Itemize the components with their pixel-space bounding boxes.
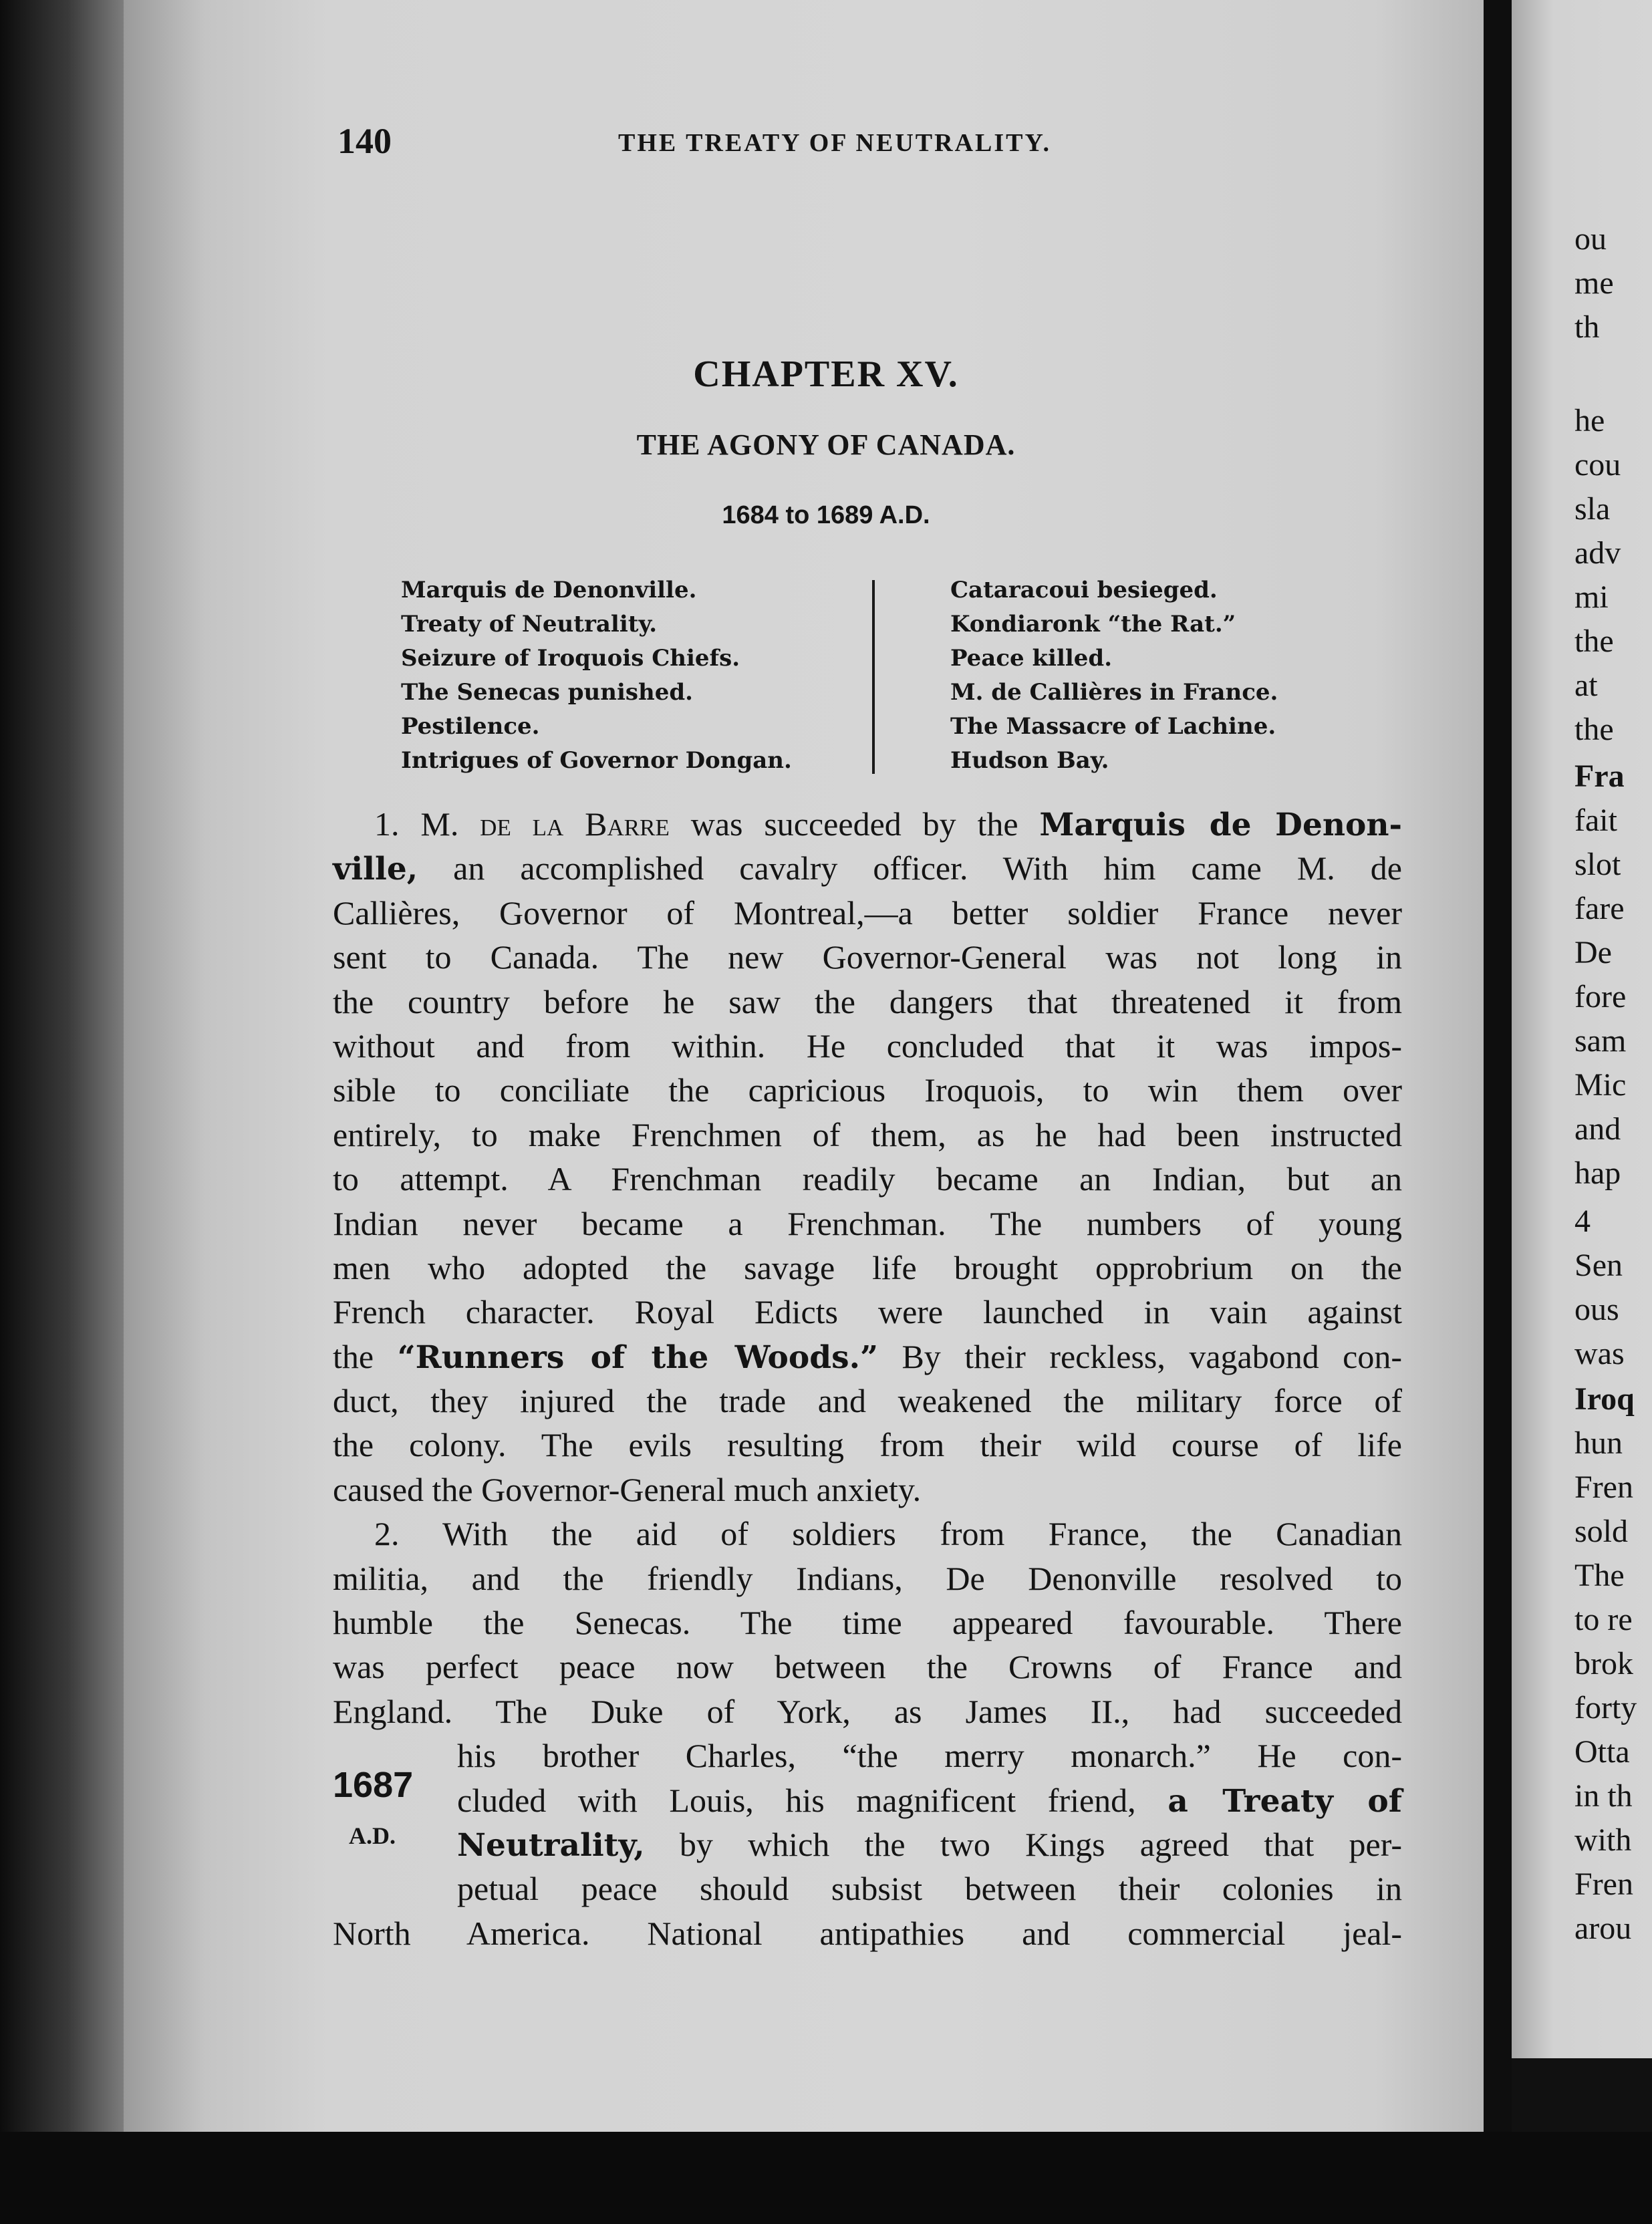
text-line: England. The Duke of York, as James II., had succeeded: [333, 1692, 1402, 1730]
facing-page-fragment: Sen: [1574, 1248, 1623, 1283]
facing-page-fragment: th: [1574, 309, 1600, 345]
text-line: was perfect peace now between the Crowns of France and: [333, 1648, 1402, 1686]
topic-item: M. de Callières in France.: [950, 679, 1278, 706]
text-line: humble the Senecas. The time appeared favourable. There: [333, 1604, 1402, 1642]
bold-term: Neutrality,: [457, 1826, 645, 1864]
facing-page-fragment: sla: [1574, 491, 1611, 527]
facing-page-fragment: ous: [1574, 1292, 1619, 1327]
person-name: M. de la Barre: [420, 805, 670, 843]
topic-item: Peace killed.: [950, 645, 1113, 672]
text-line: Callières, Governor of Montreal,—a better soldier France never: [333, 893, 1402, 932]
running-head: THE TREATY OF NEUTRALITY.: [618, 129, 1051, 157]
facing-page-fragment: and: [1574, 1111, 1621, 1147]
facing-page-fragment: fare: [1574, 891, 1625, 926]
margin-era: A.D.: [349, 1822, 396, 1849]
chapter-topics-left: [401, 573, 792, 778]
text-line: the colony. The evils resulting from their wild course of life: [333, 1426, 1402, 1464]
facing-page-fragment: me: [1574, 265, 1614, 301]
chapter-date-range: 1684 to 1689 A.D.: [722, 501, 930, 529]
text-line: Neutrality, by which the two Kings agreed that per-: [457, 1825, 1402, 1864]
paragraph-1: [333, 802, 1402, 1512]
facing-page-fragment: the: [1574, 712, 1614, 747]
facing-page-fragment: Otta: [1574, 1734, 1630, 1770]
scan-bottom-border: [0, 2132, 1652, 2224]
text-line: militia, and the friendly Indians, De Denonville resolved to: [333, 1559, 1402, 1597]
margin-year: 1687: [333, 1765, 414, 1805]
text-line: North America. National antipathies and commercial jeal-: [333, 1914, 1402, 1952]
facing-page-fragment: with: [1574, 1822, 1632, 1858]
facing-page-fragment: at: [1574, 668, 1598, 703]
text-line: ville, an accomplished cavalry officer. With him came M. de: [333, 849, 1402, 888]
bold-term: Marquis de Denon-: [1039, 807, 1403, 843]
page-header: [337, 120, 1400, 174]
topic-item: Seizure of Iroquois Chiefs.: [401, 645, 740, 672]
facing-page-fragment: Mic: [1574, 1067, 1627, 1103]
facing-page-fragment: De: [1574, 935, 1612, 970]
text-line: to attempt. A Frenchman readily became an Indian, but an: [333, 1160, 1402, 1198]
facing-page-fragment: he: [1574, 403, 1605, 438]
facing-page-fragment: Fren: [1574, 1470, 1633, 1505]
facing-page-fragment: slot: [1574, 847, 1621, 882]
facing-page-text: [1574, 0, 1652, 2058]
text-line: petual peace should subsist between their colonies in: [457, 1870, 1402, 1908]
text-line: 2. With the aid of soldiers from France, the Canadian: [374, 1515, 1402, 1553]
facing-page-fragment: in th: [1574, 1778, 1633, 1814]
page-number: 140: [337, 121, 392, 161]
text-line: Indian never became a Frenchman. The numbers of young: [333, 1204, 1402, 1242]
text-line: the “Runners of the Woods.” By their reckless, vagabond con-: [333, 1337, 1403, 1376]
facing-page-fragment: fait: [1574, 803, 1617, 838]
facing-page-fragment: The: [1574, 1558, 1625, 1593]
text-line: the country before he saw the dangers that threatened it from: [333, 982, 1402, 1020]
facing-page-fragment: hun: [1574, 1425, 1623, 1461]
facing-page-fragment: mi: [1574, 579, 1609, 615]
bold-term: “Runners of the Woods.”: [397, 1339, 878, 1376]
text-line: without and from within. He concluded that it was impos-: [333, 1026, 1402, 1065]
facing-page-fragment: ou: [1574, 221, 1607, 257]
topic-item: Kondiaronk “the Rat.”: [950, 611, 1236, 638]
text-line: French character. Royal Edicts were launched in vain against: [333, 1293, 1402, 1331]
text-line: sible to conciliate the capricious Iroquois, to win them over: [333, 1071, 1402, 1109]
text-line: his brother Charles, “the merry monarch.” He con-: [457, 1737, 1402, 1775]
facing-page-fragment: sam: [1574, 1023, 1627, 1059]
facing-page-fragment: arou: [1574, 1911, 1632, 1946]
facing-page-fragment: sold: [1574, 1514, 1629, 1549]
topics-divider: [872, 580, 875, 774]
facing-page-fragment: Fra: [1574, 758, 1625, 794]
book-spine-edge: [0, 0, 124, 2224]
book-gutter: [1484, 0, 1512, 2138]
text-line: 1. M. de la Barre was succeeded by the Marquis de Denon-: [374, 805, 1403, 843]
facing-page-fragment: fore: [1574, 979, 1627, 1014]
text-line: caused the Governor-General much anxiety.: [333, 1470, 922, 1508]
facing-page-fragment: Fren: [1574, 1866, 1633, 1902]
bold-term: a Treaty of: [1167, 1782, 1402, 1820]
bold-term: ville,: [333, 851, 418, 888]
topic-item: Cataracoui besieged.: [950, 577, 1218, 603]
topic-item: The Senecas punished.: [401, 679, 693, 706]
chapter-topics-right: [950, 573, 1278, 778]
facing-page-fragment: adv: [1574, 535, 1621, 571]
facing-page-fragment: was: [1574, 1336, 1625, 1371]
topic-item: Hudson Bay.: [950, 747, 1109, 774]
chapter-subtitle: THE AGONY OF CANADA.: [636, 428, 1016, 461]
text-line: duct, they injured the trade and weakened the military force of: [333, 1382, 1402, 1420]
topic-item: Marquis de Denonville.: [401, 577, 697, 603]
facing-page-fragment: the: [1574, 623, 1614, 659]
text-line: cluded with Louis, his magnificent friend, a Treaty of: [457, 1781, 1402, 1820]
topic-item: Treaty of Neutrality.: [401, 611, 658, 638]
chapter-title: CHAPTER XV.: [693, 354, 959, 395]
topic-item: Pestilence.: [401, 713, 540, 740]
paragraph-2: [333, 1512, 1402, 1955]
facing-page-fragment: brok: [1574, 1646, 1633, 1681]
facing-page-fragment: hap: [1574, 1155, 1621, 1191]
topic-item: Intrigues of Governor Dongan.: [401, 747, 792, 774]
facing-page-fragment: cou: [1574, 447, 1621, 482]
body-text: [333, 802, 1402, 1955]
text-line: sent to Canada. The new Governor-General was not long in: [333, 938, 1402, 976]
text-line: men who adopted the savage life brought opprobrium on the: [333, 1248, 1402, 1286]
text-line: entirely, to make Frenchmen of them, as he had been instructed: [333, 1115, 1402, 1153]
facing-page-fragment: 4: [1574, 1204, 1591, 1239]
topic-item: The Massacre of Lachine.: [950, 713, 1276, 740]
facing-page-fragment: Iroq: [1574, 1381, 1635, 1417]
facing-page-fragment: to re: [1574, 1602, 1633, 1637]
facing-page-fragment: forty: [1574, 1690, 1637, 1725]
